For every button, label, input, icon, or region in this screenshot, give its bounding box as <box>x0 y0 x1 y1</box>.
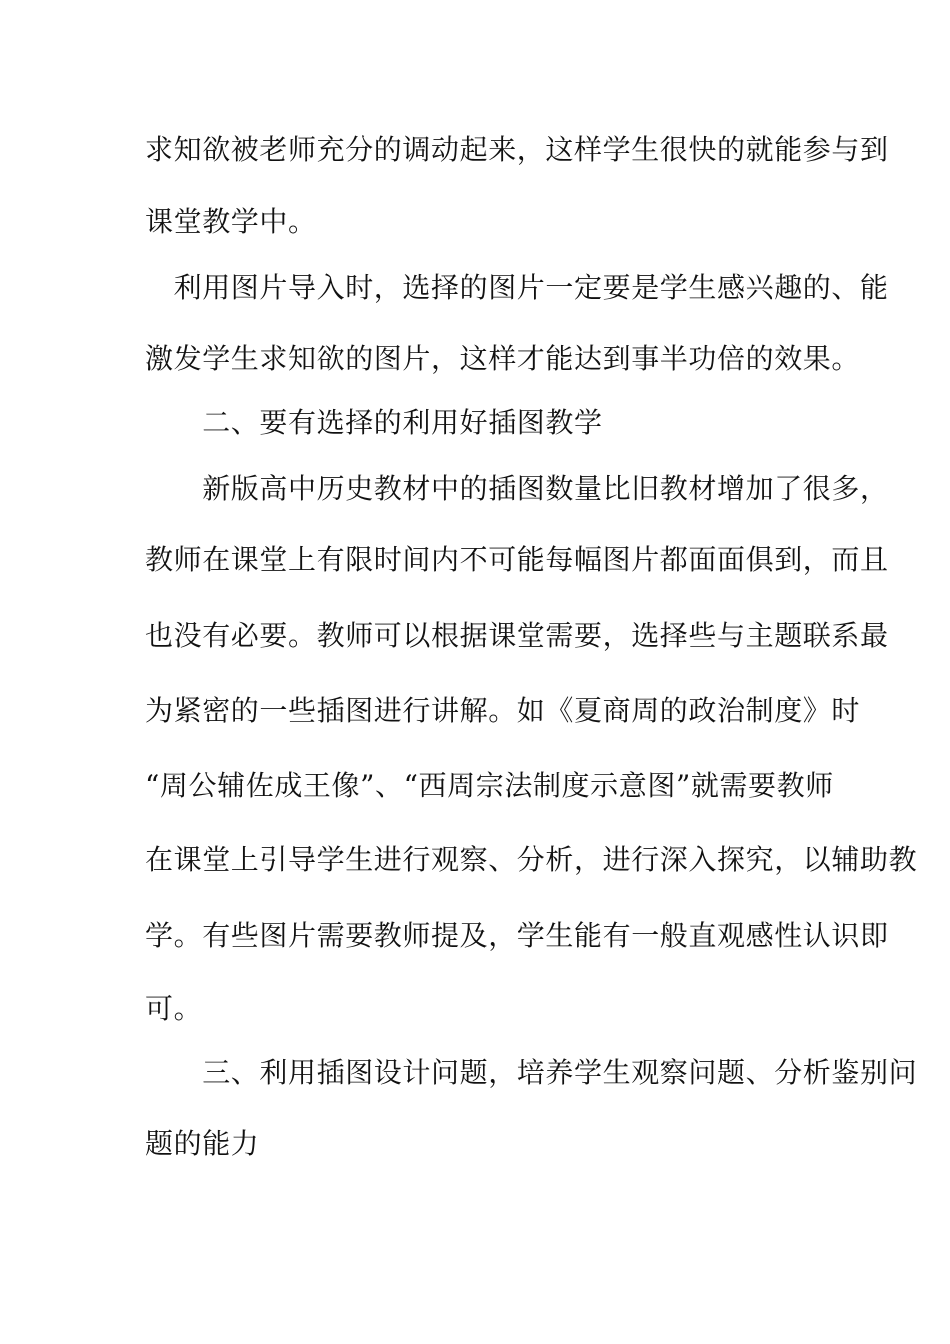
text-line-2: 课堂教学中。 <box>145 205 317 238</box>
text-line-7: 教师在课堂上有限时间内不可能每幅图片都面面俱到，而且 <box>145 543 889 576</box>
text-line-6: 新版高中历史教材中的插图数量比旧教材增加了很多， <box>145 472 889 505</box>
text-line-12: 学。有些图片需要教师提及，学生能有一般直观感性认识即 <box>145 919 889 952</box>
text-line-1: 求知欲被老师充分的调动起来，这样学生很快的就能参与到 <box>145 133 889 166</box>
text-line-15: 题的能力 <box>145 1127 260 1160</box>
section-heading-2: 二、要有选择的利用好插图教学 <box>145 406 603 439</box>
text-line-13: 可。 <box>145 992 203 1025</box>
text-line-3: 利用图片导入时，选择的图片一定要是学生感兴趣的、能 <box>145 271 889 304</box>
section-heading-3: 三、利用插图设计问题，培养学生观察问题、分析鉴别问 <box>145 1056 918 1089</box>
text-line-4: 激发学生求知欲的图片，这样才能达到事半功倍的效果。 <box>145 342 861 375</box>
text-line-8: 也没有必要。教师可以根据课堂需要，选择些与主题联系最 <box>145 619 889 652</box>
text-line-11: 在课堂上引导学生进行观察、分析，进行深入探究，以辅助教 <box>145 843 918 876</box>
text-line-9: 为紧密的一些插图进行讲解。如《夏商周的政治制度》时 <box>145 694 861 727</box>
text-line-10: “周公辅佐成王像”、“西周宗法制度示意图”就需要教师 <box>145 769 834 802</box>
